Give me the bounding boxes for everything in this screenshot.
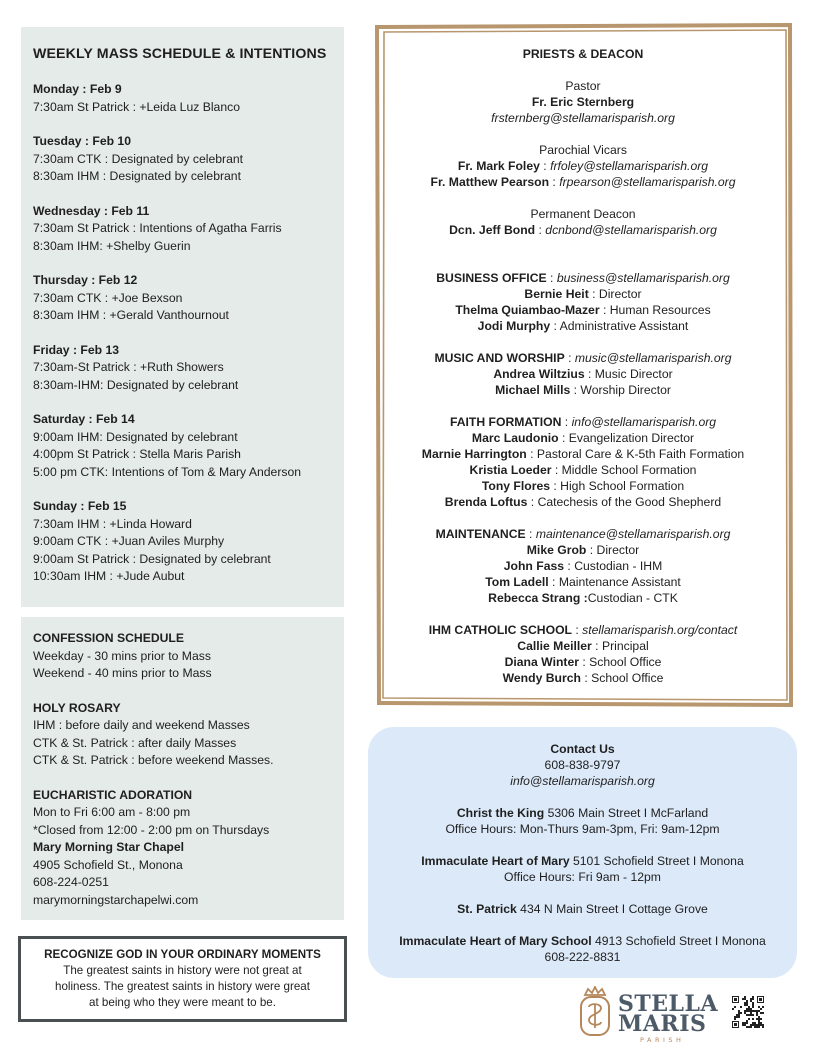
qr-module (750, 1012, 752, 1014)
staff-role: : School Office (580, 671, 664, 685)
staff-name: Marnie Harrington (421, 447, 527, 461)
vicar-name: Fr. Mark Foley (457, 159, 540, 173)
contact-title: Contact Us (550, 742, 615, 756)
staff-role: : Custodian - IHM (564, 559, 663, 573)
staff-name: Tony Flores (481, 479, 551, 493)
vicars-label: Parochial Vicars (539, 143, 627, 157)
deacon-label: Permanent Deacon (530, 207, 636, 221)
staff-role: : Catechesis of the Good Shepherd (527, 495, 722, 509)
rosary-line: CTK & St. Patrick : before weekend Masses. (33, 753, 274, 767)
qr-module (744, 1022, 746, 1024)
qr-module (734, 1018, 736, 1020)
chapel-address: 4905 Schofield St., Monona (33, 857, 183, 872)
staff-row (382, 286, 784, 302)
staff-row (382, 366, 784, 382)
qr-module (752, 1018, 754, 1020)
crown-icon (585, 987, 605, 995)
priests-title: PRIESTS & DEACON (522, 47, 644, 61)
qr-module (746, 1004, 748, 1006)
mass-intention-line: 9:00am CTK : +Juan Aviles Murphy (33, 534, 225, 548)
rosary-title: HOLY ROSARY (33, 700, 121, 715)
mass-intention-line: 8:30am-IHM: Designated by celebrant (33, 377, 239, 392)
staff-role: : Middle School Formation (551, 463, 697, 477)
qr-module (748, 1008, 750, 1010)
mass-intention-line: 4:00pm St Patrick : Stella Maris Parish (33, 447, 241, 461)
staff-role: : Music Director (584, 367, 673, 381)
mass-intention-line: 7:30am-St Patrick : +Ruth Showers (33, 360, 224, 374)
staff-name: Mike Grob (526, 543, 587, 557)
mass-intention-line: 8:30am IHM : +Gerald Vanthournout (33, 308, 229, 322)
staff-name: Marc Laudonio (471, 431, 559, 445)
pastor-email-link[interactable]: frsternberg@stellamarisparish.org (491, 111, 675, 125)
church-row (374, 805, 791, 821)
qr-module (750, 1024, 752, 1026)
recognize-line: holiness. The greatest saints in history were great (55, 980, 310, 993)
qr-module (752, 998, 754, 1000)
church-block (374, 901, 791, 917)
qr-module (746, 1022, 748, 1024)
qr-module (744, 1010, 746, 1012)
vicar-email-link[interactable]: frfoley@stellamarisparish.org (550, 159, 709, 173)
adoration-title: EUCHARISTIC ADORATION (33, 787, 193, 802)
qr-module (762, 1024, 764, 1026)
directory-spacer (382, 254, 784, 270)
logo-line-2: MARIS (618, 1011, 707, 1037)
qr-module (758, 1016, 760, 1018)
qr-module (738, 1014, 740, 1016)
staff-directory-panel (376, 24, 790, 704)
staff-role: : Maintenance Assistant (548, 575, 681, 589)
department-heading (382, 270, 784, 286)
department-separator: : (564, 351, 575, 365)
staff-role: : Director (586, 543, 640, 557)
qr-module (758, 1018, 760, 1020)
qr-module (760, 1024, 762, 1026)
staff-row (382, 638, 784, 654)
recognize-god-box (18, 936, 347, 1022)
mass-intention-line: 10:30am IHM : +Jude Aubut (33, 569, 185, 583)
qr-module (746, 1010, 748, 1012)
mass-intention-line: 9:00am IHM: Designated by celebrant (33, 429, 238, 444)
department-email-link[interactable]: business@stellamarisparish.org (556, 271, 730, 285)
confession-line: Weekend - 40 mins prior to Mass (33, 666, 212, 680)
qr-module (742, 998, 744, 1000)
church-block (374, 805, 791, 837)
deacon-email-link[interactable]: dcnbond@stellamarisparish.org (545, 223, 717, 237)
mass-intention-line: 7:30am CTK : +Joe Bexson (33, 290, 183, 305)
church-list (374, 805, 791, 965)
staff-name: Thelma Quiambao-Mazer (455, 303, 600, 317)
recognize-line: The greatest saints in history were not great at (63, 964, 302, 977)
staff-role: : Administrative Assistant (550, 319, 689, 333)
qr-finder (734, 998, 737, 1001)
deacon-row (382, 222, 784, 238)
mass-intention-line: 7:30am IHM : +Linda Howard (33, 516, 192, 531)
qr-module (754, 1026, 756, 1028)
qr-module (738, 1010, 740, 1012)
church-block (374, 853, 791, 885)
qr-module (756, 1012, 758, 1014)
staff-role: : School Office (578, 655, 662, 669)
qr-module (758, 1010, 760, 1012)
qr-module (756, 1014, 758, 1016)
chapel-website-link[interactable]: marymorningstarchapelwi.com (33, 892, 199, 907)
church-block (374, 933, 791, 965)
staff-name: Callie Meiller (517, 639, 592, 653)
church-hours: 608-222-8831 (544, 950, 621, 964)
mass-day-heading: Tuesday : Feb 10 (33, 134, 131, 148)
church-name: Immaculate Heart of Mary School (399, 934, 592, 948)
department-title: FAITH FORMATION (449, 415, 562, 429)
mass-day-heading: Saturday : Feb 14 (33, 412, 135, 426)
qr-module (762, 1006, 764, 1008)
department-email-link[interactable]: maintenance@stellamarisparish.org (535, 527, 731, 541)
department-separator: : (546, 271, 557, 285)
church-name: St. Patrick (457, 902, 517, 916)
deacon-block (382, 206, 784, 238)
qr-module (748, 1018, 750, 1020)
qr-module (738, 1016, 740, 1018)
staff-role: : Human Resources (599, 303, 711, 317)
department-block (382, 350, 784, 398)
church-address: 5306 Main Street I McFarland (544, 806, 709, 820)
qr-module (760, 1008, 762, 1010)
qr-module (744, 1004, 746, 1006)
department-block (382, 526, 784, 606)
qr-module (752, 1004, 754, 1006)
crown-shield-icon (581, 987, 609, 1035)
church-address: 5101 Schofield Street I Monona (569, 854, 744, 868)
stella-maris-logo (578, 986, 718, 1044)
qr-module (750, 1008, 752, 1010)
mass-intention-line: 9:00am St Patrick : Designated by celebrant (33, 551, 271, 566)
pastor-block (382, 78, 784, 126)
staff-row (382, 574, 784, 590)
department-title: MUSIC AND WORSHIP (434, 351, 565, 365)
vicar-separator: : (539, 159, 551, 173)
deacon-name: Dcn. Jeff Bond (449, 223, 536, 237)
contact-main-block (374, 741, 791, 789)
staff-role: : Principal (591, 639, 649, 653)
pastor-label: Pastor (565, 79, 601, 93)
contact-phone[interactable]: 608-838-9797 (544, 758, 621, 772)
department-heading (382, 622, 784, 638)
department-block (382, 414, 784, 510)
church-row (374, 901, 791, 917)
staff-row (382, 462, 784, 478)
staff-row (382, 446, 784, 462)
adoration-section (33, 787, 332, 910)
qr-module (742, 1022, 744, 1024)
qr-module (736, 1014, 738, 1016)
qr-module (752, 1024, 754, 1026)
staff-role: : Director (588, 287, 642, 301)
qr-module (744, 998, 746, 1000)
qr-module (748, 1010, 750, 1012)
staff-row (382, 430, 784, 446)
staff-name: Michael Mills (495, 383, 571, 397)
qr-module (750, 998, 752, 1000)
chapel-phone[interactable]: 608-224-0251 (33, 875, 109, 889)
vicars-block (382, 142, 784, 190)
mass-day-heading: Wednesday : Feb 11 (33, 203, 150, 218)
vicar-row (382, 158, 784, 174)
qr-cells (732, 996, 764, 1028)
qr-module (758, 1020, 760, 1022)
department-heading (382, 350, 784, 366)
qr-module (744, 1024, 746, 1026)
qr-module (734, 1016, 736, 1018)
qr-code-icon[interactable] (732, 996, 764, 1028)
qr-module (744, 996, 746, 998)
staff-name: Brenda Loftus (444, 495, 528, 509)
staff-row (382, 654, 784, 670)
confession-line: Weekday - 30 mins prior to Mass (33, 648, 211, 663)
department-title: IHM CATHOLIC SCHOOL (428, 623, 572, 637)
staff-row (382, 302, 784, 318)
qr-module (748, 1006, 750, 1008)
vicar-email-link[interactable]: frpearson@stellamarisparish.org (559, 175, 736, 189)
church-name: Immaculate Heart of Mary (421, 854, 570, 868)
qr-module (746, 1020, 748, 1022)
qr-module (758, 1026, 760, 1028)
staff-row (382, 542, 784, 558)
staff-name: John Fass (503, 559, 565, 573)
departments-list (382, 270, 784, 686)
staff-row (382, 382, 784, 398)
department-email-link[interactable]: info@stellamarisparish.org (571, 415, 717, 429)
staff-name: Bernie Heit (524, 287, 589, 301)
qr-module (744, 1002, 746, 1004)
mass-day-heading: Sunday : Feb 15 (33, 499, 127, 513)
staff-row (382, 318, 784, 334)
adoration-line: Mon to Fri 6:00 am - 8:00 pm (33, 805, 191, 819)
mass-intention-line: 7:30am St Patrick : +Leida Luz Blanco (33, 99, 240, 114)
staff-name: Wendy Burch (502, 671, 581, 685)
staff-row (382, 478, 784, 494)
qr-module (746, 1002, 748, 1004)
church-hours: Office Hours: Fri 9am - 12pm (504, 870, 661, 884)
staff-row (382, 558, 784, 574)
department-title: MAINTENANCE (435, 527, 526, 541)
church-address: 434 N Main Street I Cottage Grove (516, 902, 708, 916)
qr-module (754, 1022, 756, 1024)
mass-intention-line: 8:30am IHM : Designated by celebrant (33, 169, 241, 183)
qr-module (758, 1024, 760, 1026)
staff-name: Jodi Murphy (477, 319, 551, 333)
staff-role: : Evangelization Director (558, 431, 695, 445)
qr-module (762, 1026, 764, 1028)
mass-day-heading: Monday : Feb 9 (33, 82, 122, 96)
logo-line-3: PARISH (640, 1036, 685, 1044)
department-block (382, 270, 784, 334)
mass-day-heading: Friday : Feb 13 (33, 342, 120, 357)
logo-line-1: STELLA (618, 991, 718, 1017)
qr-module (752, 1014, 754, 1016)
qr-module (752, 1002, 754, 1004)
chapel-name: Mary Morning Star Chapel (33, 840, 185, 854)
department-separator: : (572, 623, 583, 637)
qr-module (732, 1008, 734, 1010)
contact-email-link[interactable]: info@stellamarisparish.org (510, 774, 655, 788)
qr-module (740, 1012, 742, 1014)
qr-module (758, 1006, 760, 1008)
qr-module (740, 1006, 742, 1008)
department-title: BUSINESS OFFICE (436, 271, 547, 285)
department-heading (382, 526, 784, 542)
staff-name: Kristia Loeder (469, 463, 552, 477)
qr-module (756, 1010, 758, 1012)
department-email-link[interactable]: music@stellamarisparish.org (574, 351, 732, 365)
staff-name: Diana Winter (504, 655, 579, 669)
rosary-line: CTK & St. Patrick : after daily Masses (33, 735, 237, 750)
staff-name: Rebecca Strang : (488, 591, 588, 605)
vicar-row (382, 174, 784, 190)
qr-module (734, 1006, 736, 1008)
qr-module (754, 1010, 756, 1012)
confession-title: CONFESSION SCHEDULE (33, 631, 185, 645)
qr-module (750, 1000, 752, 1002)
adoration-line: *Closed from 12:00 - 2:00 pm on Thursdays (33, 822, 270, 837)
qr-module (748, 1026, 750, 1028)
department-separator: : (561, 415, 572, 429)
qr-module (742, 1024, 744, 1026)
staff-row (382, 670, 784, 686)
rosary-line: IHM : before daily and weekend Masses (33, 718, 250, 732)
staff-role: : High School Formation (550, 479, 685, 493)
qr-module (746, 1014, 748, 1016)
staff-name: Andrea Wiltzius (493, 367, 585, 381)
vicar-name: Fr. Matthew Pearson (430, 175, 550, 189)
staff-role: Custodian - CTK (587, 591, 678, 605)
department-email-link[interactable]: stellamarisparish.org/contact (582, 623, 738, 637)
qr-module (748, 1014, 750, 1016)
church-row (374, 933, 791, 949)
qr-module (738, 1012, 740, 1014)
qr-module (746, 1000, 748, 1002)
qr-module (746, 1008, 748, 1010)
qr-module (746, 1026, 748, 1028)
mass-intention-line: 5:00 pm CTK: Intentions of Tom & Mary Anderson (33, 464, 302, 479)
qr-module (756, 1026, 758, 1028)
mass-intention-line: 7:30am CTK : Designated by celebrant (33, 151, 244, 166)
deacon-separator: : (535, 223, 546, 237)
qr-module (750, 1014, 752, 1016)
mass-intention-line: 8:30am IHM: +Shelby Guerin (33, 238, 191, 253)
qr-module (752, 1006, 754, 1008)
qr-module (744, 1012, 746, 1014)
department-block (382, 622, 784, 686)
vicar-separator: : (549, 175, 560, 189)
qr-module (754, 1024, 756, 1026)
qr-finder (759, 998, 762, 1001)
recognize-title: RECOGNIZE GOD IN YOUR ORDINARY MOMENTS (44, 948, 321, 961)
mass-day-heading: Thursday : Feb 12 (33, 273, 138, 287)
qr-module (760, 1018, 762, 1020)
qr-module (758, 1022, 760, 1024)
staff-row (382, 494, 784, 510)
staff-name: Tom Ladell (485, 575, 549, 589)
qr-module (752, 996, 754, 998)
department-heading (382, 414, 784, 430)
mass-intention-line: 7:30am St Patrick : Intentions of Agatha Farris (33, 221, 282, 235)
church-hours: Office Hours: Mon-Thurs 9am-3pm, Fri: 9am-12pm (445, 822, 720, 836)
mass-schedule-title: WEEKLY MASS SCHEDULE & INTENTIONS (33, 46, 327, 62)
qr-module (750, 1026, 752, 1028)
department-separator: : (525, 527, 536, 541)
qr-finder (734, 1023, 737, 1026)
qr-module (756, 1024, 758, 1026)
church-name: Christ the King (456, 806, 545, 820)
qr-module (762, 1012, 764, 1014)
qr-module (760, 1022, 762, 1024)
recognize-line: at being who they were meant to be. (89, 996, 276, 1009)
church-address: 4913 Schofield Street I Monona (591, 934, 766, 948)
staff-role: : Pastoral Care & K-5th Faith Formation (526, 447, 745, 461)
staff-role: : Worship Director (570, 383, 671, 397)
qr-module (750, 1010, 752, 1012)
church-row (374, 853, 791, 869)
qr-module (736, 1016, 738, 1018)
qr-module (752, 1022, 754, 1024)
contact-panel (368, 727, 797, 978)
qr-module (752, 1010, 754, 1012)
qr-module (756, 1018, 758, 1020)
staff-row (382, 590, 784, 606)
qr-module (760, 1012, 762, 1014)
pastor-name: Fr. Eric Sternberg (531, 95, 635, 109)
